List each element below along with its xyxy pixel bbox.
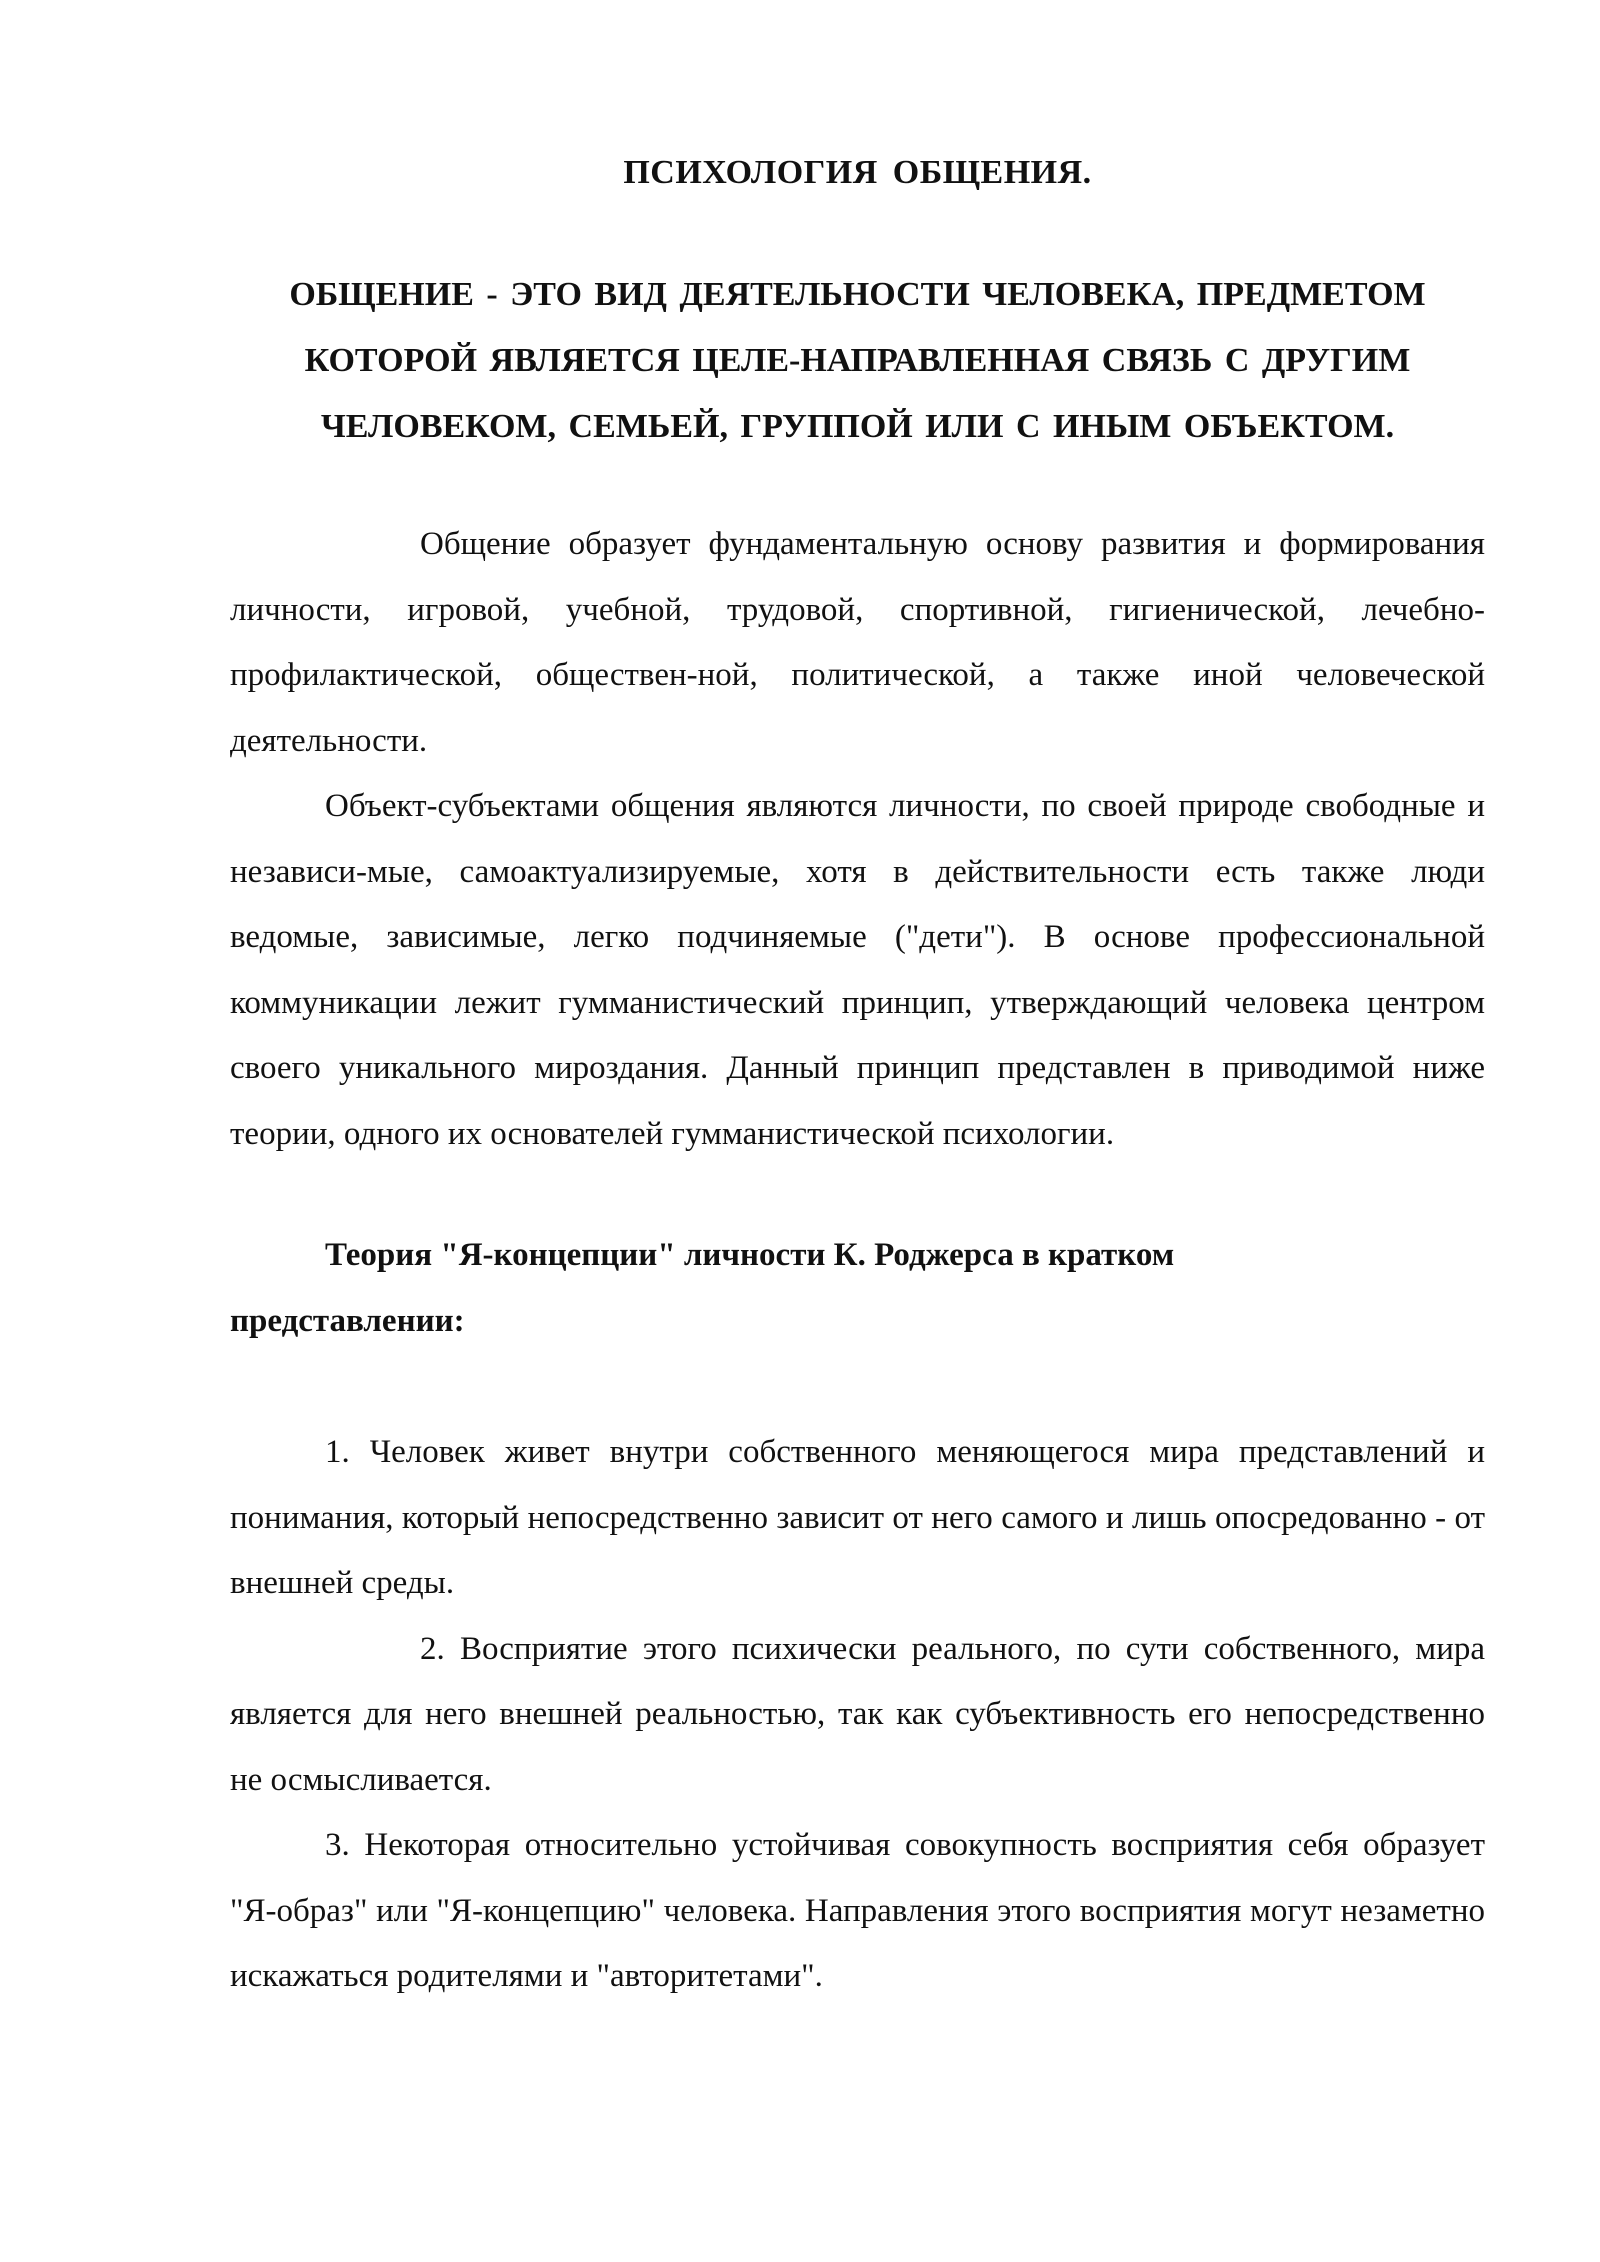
definition-heading: ОБЩЕНИЕ - ЭТО ВИД ДЕЯТЕЛЬНОСТИ ЧЕЛОВЕКА, ПРЕДМЕТОМ КОТОРОЙ ЯВЛЯЕТСЯ ЦЕЛЕ-НАПРАВЛЕННАЯ СВЯЗЬ С ДРУГИМ ЧЕЛОВЕКОМ, СЕМЬЕЙ, ГРУППОЙ ИЛИ С ИНЫМ ОБЪЕКТОМ. <box>289 276 1426 445</box>
section-heading: Теория "Я-концепции" личности К. Роджерса в кратком представлении: <box>230 1237 1175 1339</box>
paragraph-1: Общение образует фундаментальную основу развития и формирования личности, игровой, учебной, трудовой, спортивной, гигиенической, лечебно-профилактической, обществен-ной, политической, а также иной человеческой деятельности. <box>230 526 1485 759</box>
document-content <box>230 140 1485 2010</box>
list-item-1: 1. Человек живет внутри собственного меняющегося мира представлений и понимания, который непосредственно зависит от него самого и лишь опосредованно - от внешней среды. <box>230 1434 1485 1601</box>
list-item-2: 2. Восприятие этого психически реального, по сути собственного, мира является для него внешней реальностью, так как субъективность его непосредственно не осмысливается. <box>230 1630 1485 1798</box>
paragraph-2: Объект-субъектами общения являются личности, по своей природе свободные и независи-мые, самоактуализируемые, хотя в действительности есть также люди ведомые, зависимые, легко подчиняемые ("дети"). В основе профессиональной коммуникации лежит гумманистический принцип, утверждающий человека центром своего уникального мироздания. Данный принцип представлен в приводимой ниже теории, одного их основателей гумманистической психологии. <box>230 788 1485 1152</box>
list-item-3: 3. Некоторая относительно устойчивая совокупность восприятия себя образует "Я-образ" или "Я-концепцию" человека. Направления этого восприятия могут незаметно искажаться родителями и "авторитетами". <box>230 1827 1485 1994</box>
document-title: ПСИХОЛОГИЯ ОБЩЕНИЯ. <box>623 154 1092 191</box>
